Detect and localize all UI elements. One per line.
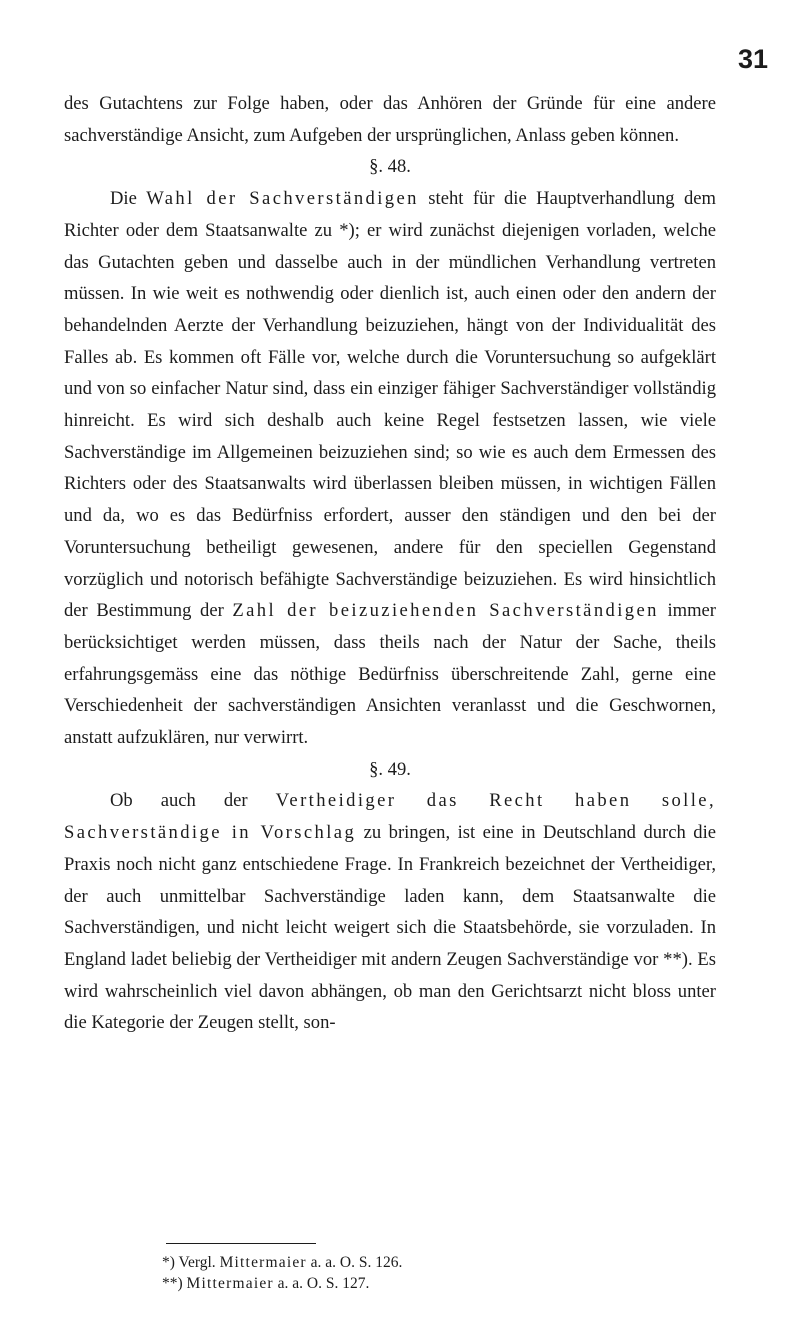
text-body bbox=[64, 88, 716, 1039]
section-48-paragraph: Die Wahl der Sachverständigen steht für die Hauptverhandlung dem Richter oder dem Staatsanwalte zu *); er wird zunächst diejenigen vorladen, welche das Gutachten geben und dasselbe auch in der mündlichen Verhandlung vertreten müssen. In wie weit es nothwendig oder dienlich ist, auch einen oder den andern der behandelnden Aerzte der Verhandlung beizuziehen, hängt von der Individualität des Falles ab. Es kommen oft Fälle vor, welche durch die Voruntersuchung so aufgeklärt und von so einfacher Natur sind, dass ein einziger fähiger Sachverständiger vollständig hinreicht. Es wird sich deshalb auch keine Regel festsetzen lassen, wie viele Sachverständige im Allgemeinen beizuziehen sind; so wie es auch dem Ermessen des Richters oder des Staatsanwalts wird überlassen bleiben müssen, in wichtigen Fällen und da, wo es das Bedürfniss erfordert, ausser den ständigen und den bei der Voruntersuchung betheiligt gewesenen, andere für den speciellen Gegenstand vorzüglich und notorisch befähigte Sachverständige beizuziehen. Es wird hinsichtlich der Bestimmung der Zahl der beizuziehenden Sachverständigen immer berücksichtiget werden müssen, dass theils nach der Natur der Sache, theils erfahrungsgemäss eine das nöthige Bedürfniss überschreitende Zahl, gerne eine Verschiedenheit der sachverständigen Ansichten veranlasst und die Geschwornen, anstatt aufzuklären, nur verwirrt. bbox=[64, 188, 716, 749]
footnotes bbox=[162, 1252, 622, 1294]
section-heading-49: §. 49. bbox=[369, 758, 411, 780]
footnote-1: *) Vergl. Mittermaier a. a. O. S. 126. bbox=[162, 1254, 403, 1271]
section-heading-48: §. 48. bbox=[369, 156, 411, 178]
page-number: 31 bbox=[737, 44, 768, 74]
emphasis-text: Zahl der beizuziehenden Sachverständigen bbox=[232, 600, 659, 622]
intro-paragraph: des Gutachtens zur Folge haben, oder das Anhören der Gründe für eine andere sachverständige Ansicht, zum Aufgeben der ursprünglichen, Anlass geben können. bbox=[64, 93, 716, 146]
emphasis-text: Vertheidiger das Recht haben solle, Sachverständige in Vorschlag bbox=[64, 790, 716, 844]
emphasis-text: Wahl der Sachverständigen bbox=[146, 188, 419, 210]
footnote-2: **) Mittermaier a. a. O. S. 127. bbox=[162, 1275, 370, 1292]
section-49-paragraph: Ob auch der Vertheidiger das Recht haben solle, Sachverständige in Vorschlag zu bringen, ist eine in Deutschland durch die Praxis noch nicht ganz entschiedene Frage. In Frankreich bezeichnet der Vertheidiger, der auch unmittelbar Sachverständige laden kann, dem Staatsanwalte die Sachverständigen, und nicht leicht weigert sich die Staatsbehörde, sie vorzuladen. In England ladet beliebig der Vertheidiger mit andern Zeugen Sachverständige vor **). Es wird wahrscheinlich viel davon abhängen, ob man den Gerichtsarzt nicht bloss unter die Kategorie der Zeugen stellt, son- bbox=[64, 790, 716, 1034]
footnote-author: Mittermaier bbox=[219, 1254, 307, 1271]
footnote-divider bbox=[166, 1243, 316, 1244]
footnote-author: Mittermaier bbox=[186, 1275, 274, 1292]
